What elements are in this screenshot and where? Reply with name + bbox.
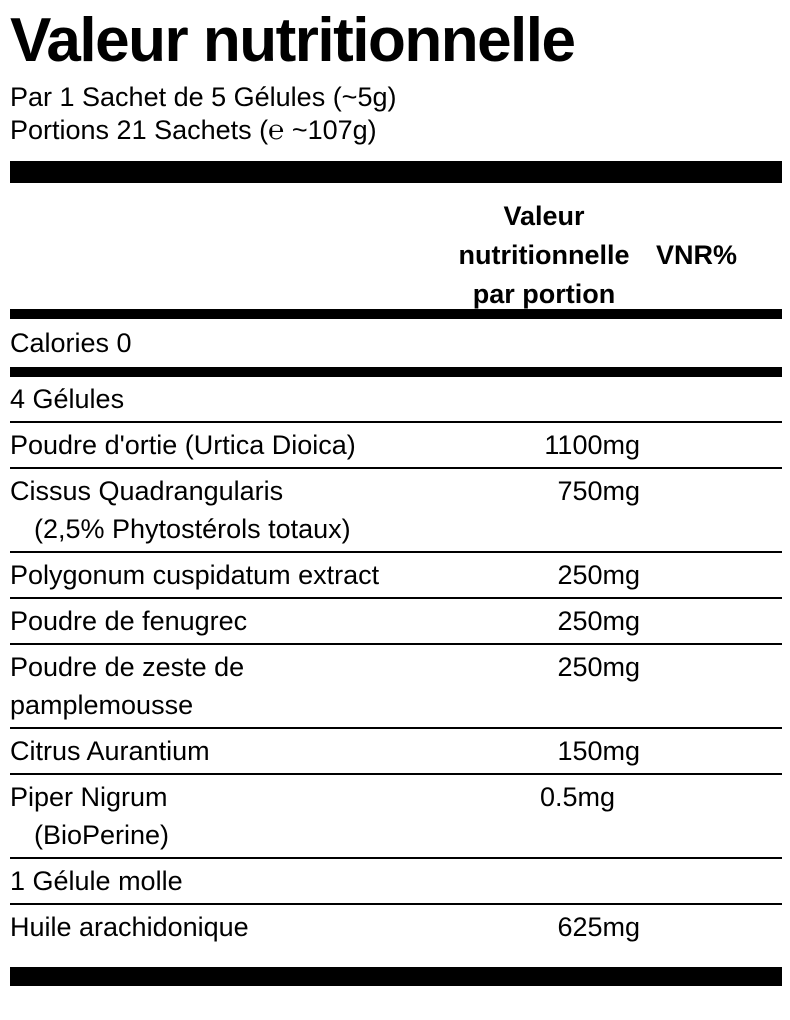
- table-row: [10, 905, 782, 949]
- table-row: [10, 423, 782, 469]
- table-row: [10, 729, 782, 775]
- ingredient-name: Poudre de zeste de: [10, 652, 245, 682]
- table-row: [10, 553, 782, 599]
- serving-info: [10, 81, 782, 147]
- value-header-line-2: nutritionnelle: [458, 240, 630, 270]
- label-title: Valeur nutritionnelle: [10, 6, 575, 75]
- ingredient-amount: 250mg: [557, 560, 640, 590]
- table-row: [10, 775, 782, 859]
- vnr-column-header: VNR%: [656, 240, 738, 270]
- ingredient-amount: 250mg: [557, 652, 640, 682]
- servings-per-container: Portions 21 Sachets (℮ ~107g): [10, 115, 377, 145]
- nutrition-label: [10, 6, 782, 986]
- ingredient-name: Polygonum cuspidatum extract: [10, 560, 380, 590]
- value-header-line-1: Valeur: [503, 201, 585, 231]
- ingredient-amount: 1100mg: [544, 430, 640, 460]
- ingredient-amount: 150mg: [557, 736, 640, 766]
- calories-row: [10, 319, 782, 367]
- section-heading: [10, 859, 782, 905]
- ingredient-amount: 750mg: [557, 476, 640, 506]
- section-heading-label: 4 Gélules: [10, 384, 125, 414]
- column-header: [10, 183, 782, 309]
- ingredient-name: Piper Nigrum: [10, 782, 168, 812]
- ingredient-note: (2,5% Phytostérols totaux): [34, 514, 351, 544]
- table-row: [10, 599, 782, 645]
- ingredient-name: Cissus Quadrangularis: [10, 476, 284, 506]
- ingredient-name: Huile arachidonique: [10, 912, 249, 942]
- value-header-line-3: par portion: [472, 279, 616, 309]
- ingredient-name: Citrus Aurantium: [10, 736, 210, 766]
- ingredient-amount: 625mg: [557, 912, 640, 942]
- table-row: [10, 469, 782, 553]
- ingredient-amount: 250mg: [557, 606, 640, 636]
- ingredient-name-continued: pamplemousse: [10, 690, 194, 720]
- ingredient-amount: 0.5mg: [540, 782, 616, 812]
- ingredient-note: (BioPerine): [34, 820, 170, 850]
- top-divider-bar: [10, 161, 782, 183]
- serving-size: Par 1 Sachet de 5 Gélules (~5g): [10, 82, 397, 112]
- ingredient-name: Poudre d'ortie (Urtica Dioica): [10, 430, 356, 460]
- calories-label: Calories 0: [10, 328, 132, 358]
- section-heading: [10, 377, 782, 423]
- calories-divider-bar: [10, 367, 782, 377]
- section-heading-label: 1 Gélule molle: [10, 866, 183, 896]
- table-row: [10, 645, 782, 729]
- value-column-header: [422, 197, 666, 314]
- ingredient-name: Poudre de fenugrec: [10, 606, 248, 636]
- bottom-divider-bar: [10, 967, 782, 986]
- header-divider-bar: [10, 309, 782, 319]
